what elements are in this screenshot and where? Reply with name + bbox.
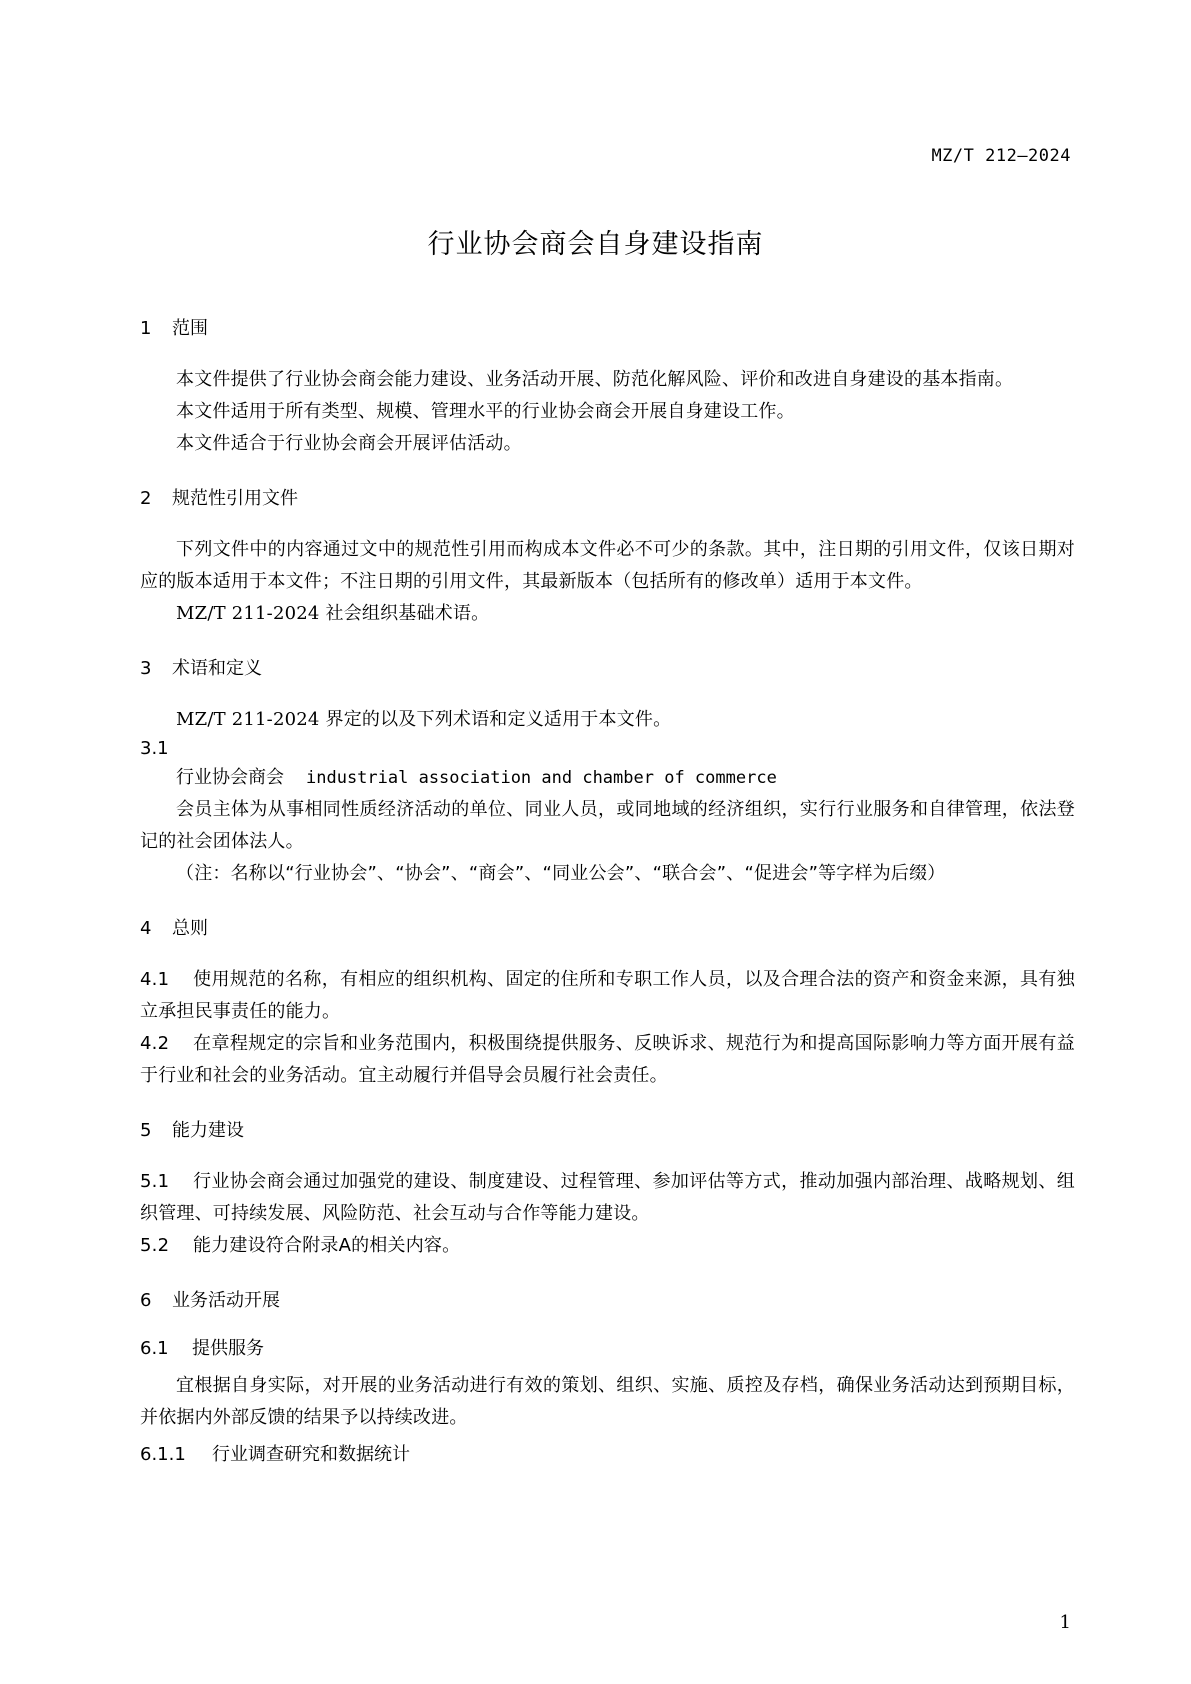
section-title: 总则 bbox=[172, 918, 208, 939]
section-number: 4 bbox=[140, 918, 152, 939]
clause-number: 4.2 bbox=[140, 1033, 170, 1054]
subsubsection-number: 6.1.1 bbox=[140, 1444, 186, 1465]
intro-text: 界定的以及下列术语和定义适用于本文件。 bbox=[325, 709, 672, 730]
paragraph: 下列文件中的内容通过文中的规范性引用而构成本文件必不可少的条款。其中，注日期的引用文件，仅该日期对应的版本适用于本文件；不注日期的引用文件，其最新版本（包括所有的修改单）适用于本文件。 bbox=[140, 539, 1075, 592]
section-title: 能力建设 bbox=[172, 1120, 244, 1141]
subsubsection-title: 行业调查研究和数据统计 bbox=[212, 1444, 410, 1465]
clause-text: 使用规范的名称，有相应的组织机构、固定的住所和专职工作人员，以及合理合法的资产和资金来源，具有独立承担民事责任的能力。 bbox=[140, 969, 1075, 1022]
term-chinese: 行业协会商会 bbox=[176, 767, 284, 788]
term-note: （注：名称以“行业协会”、“协会”、“商会”、“同业公会”、“联合会”、“促进会”等字样为后缀） bbox=[176, 863, 946, 884]
clause-4-1 bbox=[140, 964, 1075, 1028]
paragraph: 本文件提供了行业协会商会能力建设、业务活动开展、防范化解风险、评价和改进自身建设的基本指南。 bbox=[176, 369, 1014, 390]
clause-5-1 bbox=[140, 1166, 1075, 1230]
normative-reference bbox=[140, 598, 1075, 630]
section-4-heading bbox=[140, 916, 1075, 942]
section-1-heading bbox=[140, 316, 1075, 342]
section-2-heading bbox=[140, 486, 1075, 512]
term-number: 3.1 bbox=[140, 738, 169, 759]
page-number: 1 bbox=[1059, 1612, 1071, 1633]
term-english: industrial association and chamber of commerce bbox=[306, 768, 777, 788]
section-3-heading bbox=[140, 656, 1075, 682]
section-title: 术语和定义 bbox=[172, 658, 262, 679]
section-number: 3 bbox=[140, 658, 152, 679]
subsection-6-1-heading bbox=[140, 1336, 1075, 1362]
section-number: 1 bbox=[140, 318, 152, 339]
reference-title: 社会组织基础术语。 bbox=[325, 603, 490, 624]
section-number: 2 bbox=[140, 488, 152, 509]
section-number: 5 bbox=[140, 1120, 152, 1141]
paragraph bbox=[140, 704, 1075, 736]
clause-number: 4.1 bbox=[140, 969, 170, 990]
clause-text: 能力建设符合附录A的相关内容。 bbox=[193, 1235, 461, 1256]
clause-4-2 bbox=[140, 1028, 1075, 1092]
reference-code: MZ/T 211-2024 bbox=[176, 603, 320, 624]
section-5-heading bbox=[140, 1118, 1075, 1144]
clause-5-2 bbox=[140, 1230, 1075, 1262]
clause-text: 行业协会商会通过加强党的建设、制度建设、过程管理、参加评估等方式，推动加强内部治理、战略规划、组织管理、可持续发展、风险防范、社会互动与合作等能力建设。 bbox=[140, 1171, 1075, 1224]
clause-number: 5.2 bbox=[140, 1235, 170, 1256]
section-6-heading bbox=[140, 1288, 1075, 1314]
section-title: 业务活动开展 bbox=[172, 1290, 280, 1311]
section-title: 范围 bbox=[172, 318, 208, 339]
paragraph: 本文件适合于行业协会商会开展评估活动。 bbox=[176, 433, 522, 454]
clause-text: 在章程规定的宗旨和业务范围内，积极围绕提供服务、反映诉求、规范行为和提高国际影响力等方面开展有益于行业和社会的业务活动。宜主动履行并倡导会员履行社会责任。 bbox=[140, 1033, 1075, 1086]
document-title: 行业协会商会自身建设指南 bbox=[427, 229, 764, 260]
document-body bbox=[140, 316, 1075, 1468]
reference-code: MZ/T 211-2024 bbox=[176, 709, 320, 730]
paragraph: 本文件适用于所有类型、规模、管理水平的行业协会商会开展自身建设工作。 bbox=[176, 401, 795, 422]
clause-number: 5.1 bbox=[140, 1171, 170, 1192]
section-title: 规范性引用文件 bbox=[172, 488, 298, 509]
standard-code: MZ/T 212—2024 bbox=[931, 146, 1071, 166]
term-entry bbox=[140, 762, 1075, 794]
section-number: 6 bbox=[140, 1290, 152, 1311]
subsection-number: 6.1 bbox=[140, 1338, 169, 1359]
subsection-title: 提供服务 bbox=[192, 1338, 264, 1359]
subsubsection-6-1-1-heading bbox=[140, 1442, 1075, 1468]
paragraph: 宜根据自身实际，对开展的业务活动进行有效的策划、组织、实施、质控及存档，确保业务活动达到预期目标，并依据内外部反馈的结果予以持续改进。 bbox=[140, 1375, 1075, 1428]
term-definition: 会员主体为从事相同性质经济活动的单位、同业人员，或同地域的经济组织，实行行业服务和自律管理，依法登记的社会团体法人。 bbox=[140, 799, 1075, 852]
